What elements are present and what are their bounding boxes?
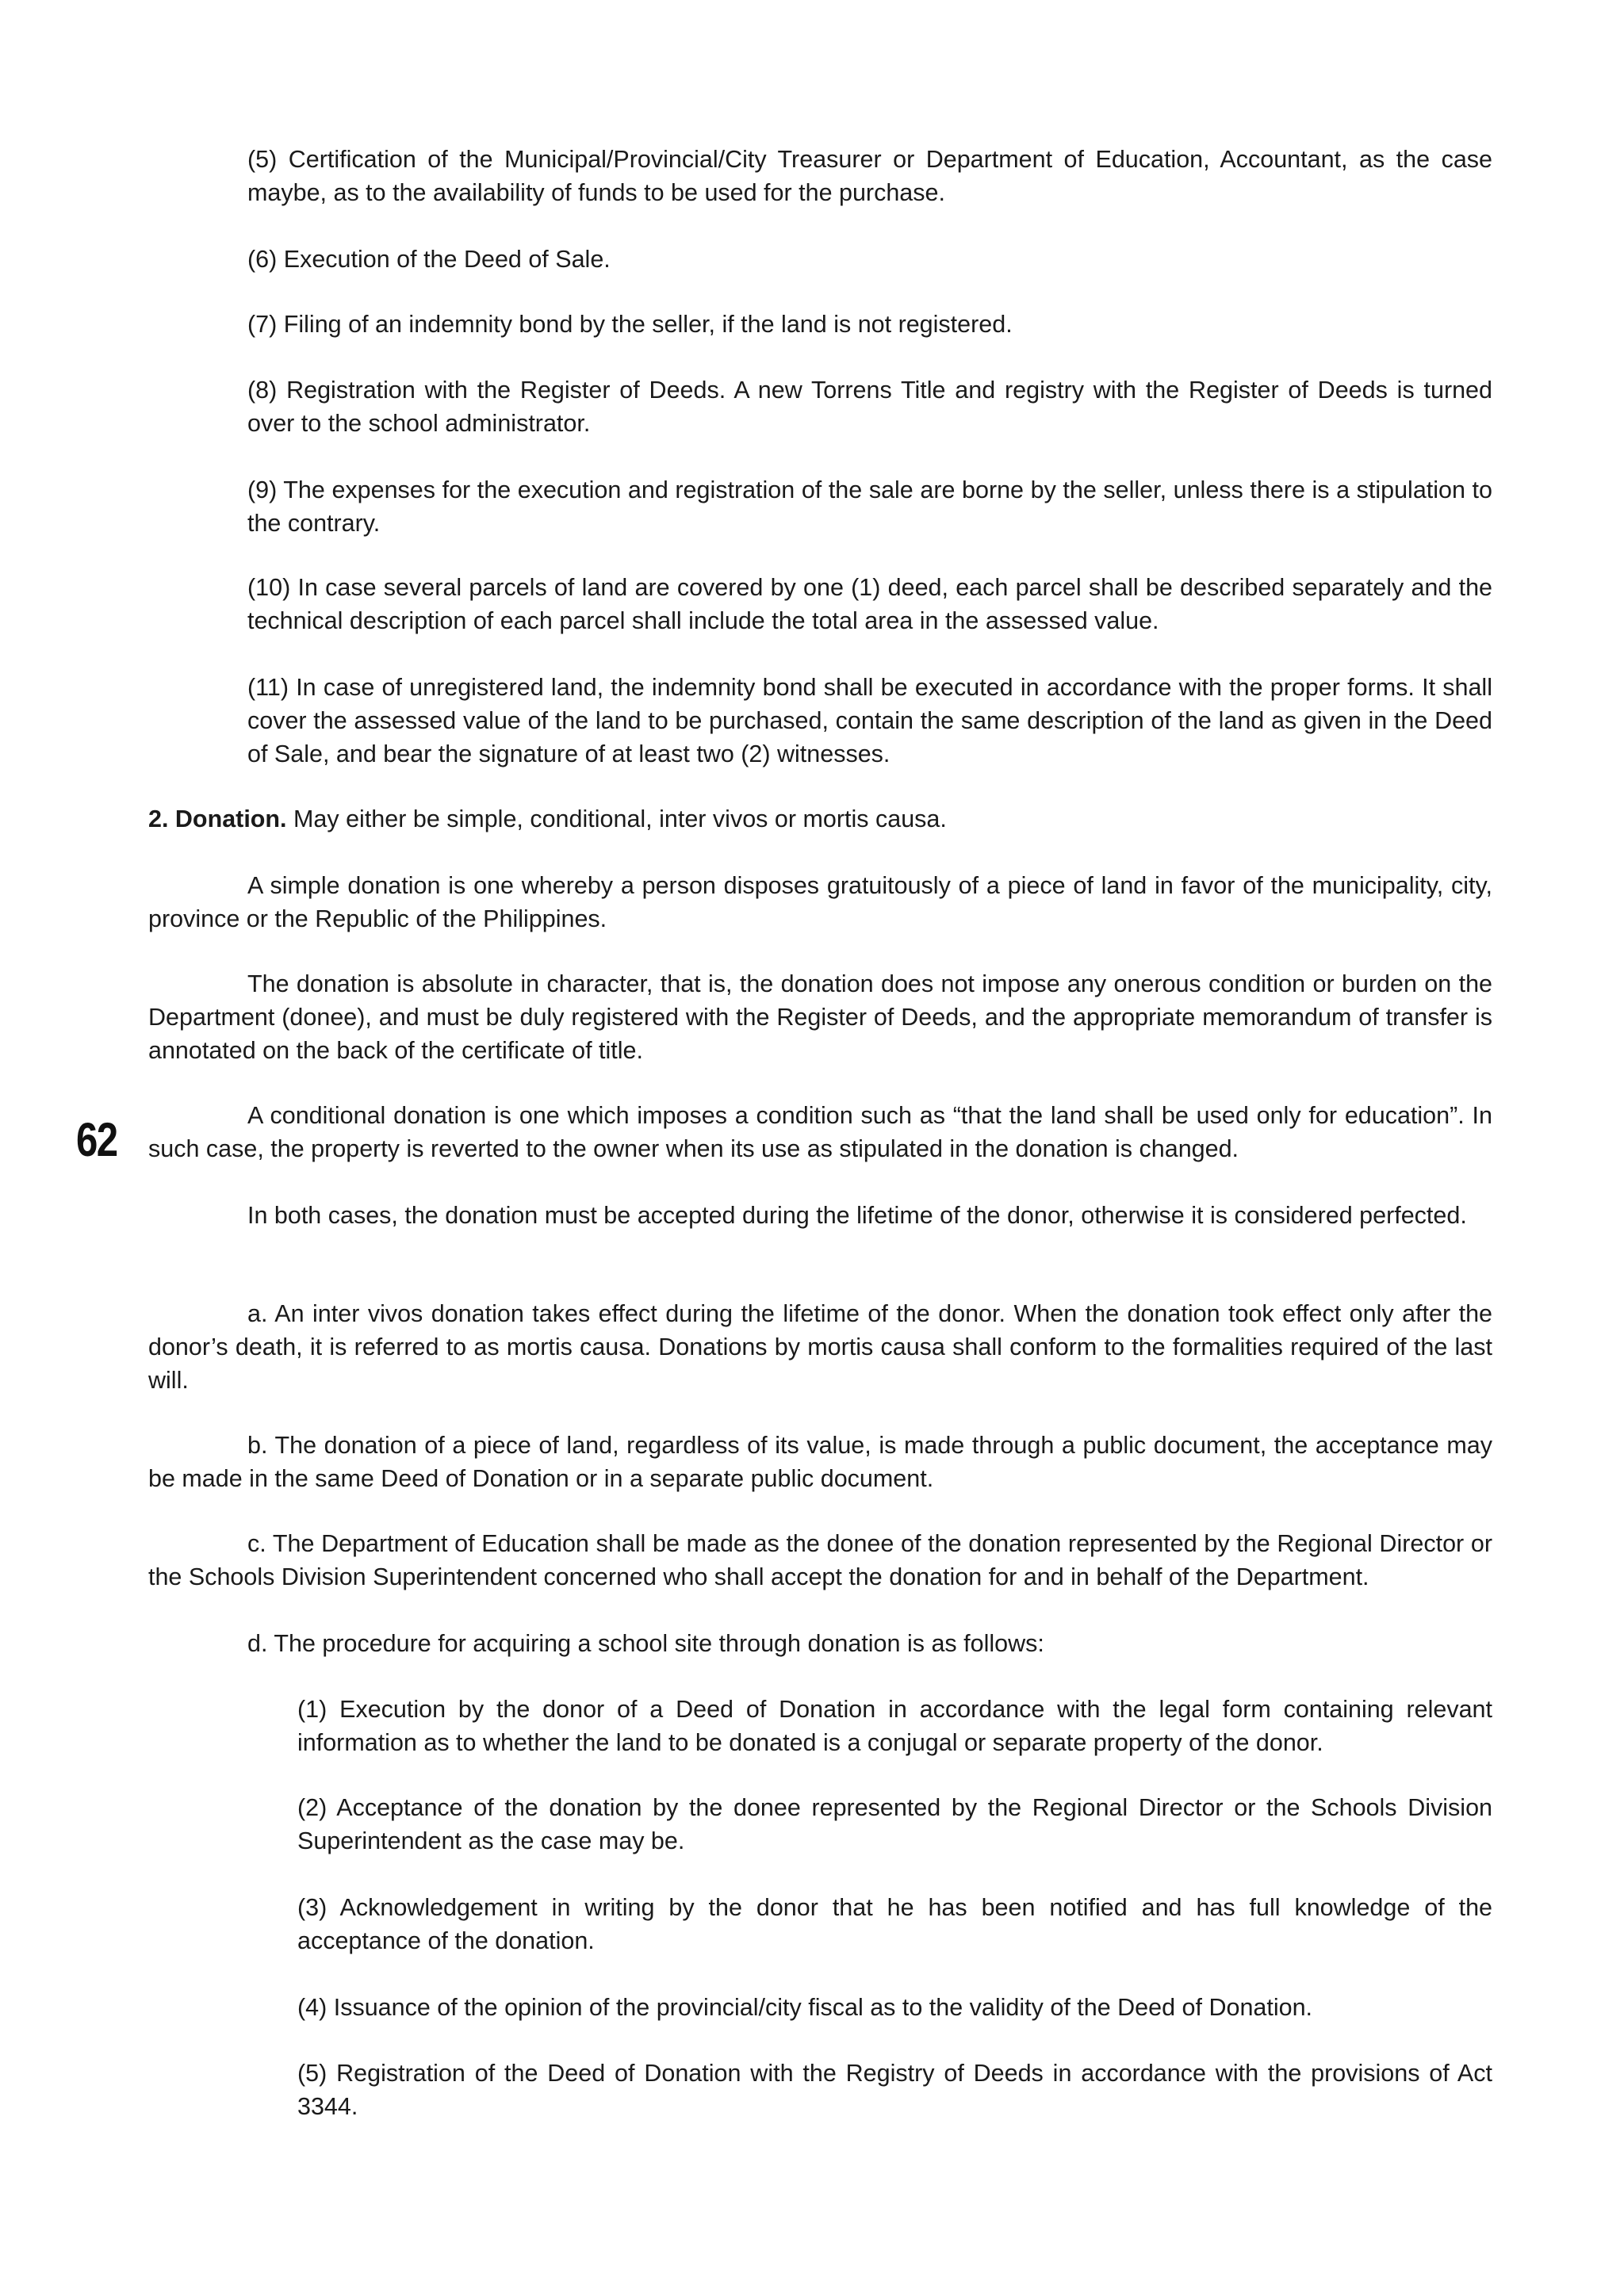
acceptance-paragraph: In both cases, the donation must be accepted during the lifetime of the donor, otherwise it is considered perfected. bbox=[247, 1202, 1467, 1229]
donation-step-4: (4) Issuance of the opinion of the provincial/city fiscal as to the validity of the Deed of Donation. bbox=[297, 1994, 1313, 2021]
page-number: 62 bbox=[76, 1113, 117, 1166]
donation-step-2: (2) Acceptance of the donation by the donee represented by the Regional Director or the Schools Division Superintendent as the case may be. bbox=[297, 1794, 1492, 1854]
conditional-donation-paragraph: A conditional donation is one which imposes a condition such as “that the land shall be used only for education”. In such case, the property is reverted to the owner when its use as stipulated in the donation is changed. bbox=[148, 1102, 1492, 1162]
purchase-step-8: (8) Registration with the Register of Deeds. A new Torrens Title and registry with the Register of Deeds is turned over to the school administrator. bbox=[247, 377, 1492, 437]
item-d-procedure-intro: d. The procedure for acquiring a school site through donation is as follows: bbox=[247, 1630, 1044, 1657]
simple-donation-paragraph: A simple donation is one whereby a person disposes gratuitously of a piece of land in favor of the municipality, city, province or the Republic of the Philippines. bbox=[148, 872, 1492, 932]
purchase-step-7: (7) Filing of an indemnity bond by the seller, if the land is not registered. bbox=[247, 311, 1013, 338]
purchase-step-11: (11) In case of unregistered land, the indemnity bond shall be executed in accordance with the proper forms. It shall cover the assessed value of the land to be purchased, contain the same description of the land as given in the Deed of Sale, and bear the signature of at least two (2) witnesses. bbox=[247, 674, 1492, 767]
purchase-step-5: (5) Certification of the Municipal/Provincial/City Treasurer or Department of Education, Accountant, as the case maybe, as to the availability of funds to be used for the purchase. bbox=[247, 146, 1492, 206]
purchase-step-9: (9) The expenses for the execution and registration of the sale are borne by the seller, unless there is a stipulation to the contrary. bbox=[247, 476, 1492, 537]
donation-heading-line bbox=[148, 802, 1492, 836]
donation-step-5: (5) Registration of the Deed of Donation with the Registry of Deeds in accordance with the provisions of Act 3344. bbox=[297, 2060, 1492, 2120]
donation-heading: 2. Donation. bbox=[148, 806, 287, 832]
item-b-public-document: b. The donation of a piece of land, regardless of its value, is made through a public document, the acceptance may be made in the same Deed of Donation or in a separate public document. bbox=[148, 1432, 1492, 1492]
donation-heading-text: May either be simple, conditional, inter vivos or mortis causa. bbox=[286, 806, 947, 832]
purchase-step-10: (10) In case several parcels of land are covered by one (1) deed, each parcel shall be described separately and the technical description of each parcel shall include the total area in the assessed value. bbox=[247, 574, 1492, 634]
item-c-department-donee: c. The Department of Education shall be made as the donee of the donation represented by the Regional Director or the Schools Division Superintendent concerned who shall accept the donation for and in behalf of the Department. bbox=[148, 1530, 1492, 1590]
purchase-step-6: (6) Execution of the Deed of Sale. bbox=[247, 246, 611, 273]
donation-step-3: (3) Acknowledgement in writing by the donor that he has been notified and has full knowledge of the acceptance of the donation. bbox=[297, 1894, 1492, 1954]
donation-step-1: (1) Execution by the donor of a Deed of Donation in accordance with the legal form containing relevant information as to whether the land to be donated is a conjugal or separate property of the donor. bbox=[297, 1696, 1492, 1756]
absolute-donation-paragraph: The donation is absolute in character, that is, the donation does not impose any onerous condition or burden on the Department (donee), and must be duly registered with the Register of Deeds, and the appropriate memorandum of transfer is annotated on the back of the certificate of title. bbox=[148, 970, 1492, 1064]
item-a-inter-vivos: a. An inter vivos donation takes effect during the lifetime of the donor. When the donation took effect only after the donor’s death, it is referred to as mortis causa. Donations by mortis causa shall conform to the formalities required of the last will. bbox=[148, 1300, 1492, 1394]
